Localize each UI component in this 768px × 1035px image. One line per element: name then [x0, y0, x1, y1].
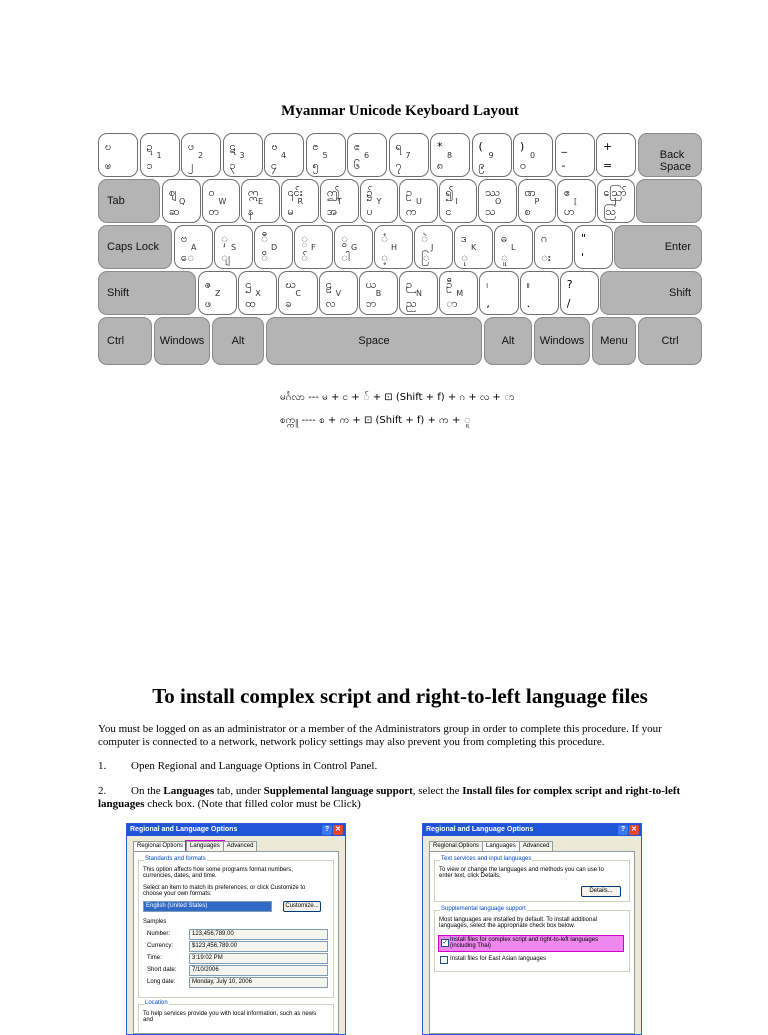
- key-upper-glyph: ၕ: [354, 140, 361, 153]
- key-lower-glyph: အ: [327, 205, 338, 218]
- key-latin-label: 0: [530, 151, 536, 160]
- key-latin-label: Y: [376, 197, 382, 206]
- complex-script-label: Install files for complex script and right-to-left languages (including Thai): [450, 937, 599, 949]
- key-row4-5[interactable]: [399, 271, 438, 315]
- step-2-text-c: tab, under: [214, 785, 264, 797]
- dialog-left-title: Regional and Language Options: [130, 826, 238, 833]
- shift-left-key-label: Shift: [107, 287, 130, 299]
- caps-lock-key-label: Caps Lock: [107, 241, 159, 253]
- key-upper-glyph: ဿ: [485, 186, 501, 199]
- dialog-right-tabs: [429, 841, 552, 851]
- step-2-number: 2.: [98, 785, 107, 797]
- key-row2-11[interactable]: [597, 179, 636, 223]
- sample-value: Monday, July 10, 2006: [189, 977, 328, 988]
- key-upper-glyph: ၊: [486, 278, 489, 291]
- key-latin-label: 8: [447, 151, 453, 160]
- key-lower-glyph: .: [526, 297, 531, 310]
- key-latin-label: J: [431, 243, 434, 252]
- key-lower-glyph: ဆ: [169, 205, 180, 218]
- group-text-services: [434, 856, 630, 902]
- tab-languages[interactable]: Languages: [186, 841, 224, 852]
- sample-label: Long date:: [147, 979, 176, 985]
- key-latin-label: T: [337, 197, 342, 206]
- key-row1-10[interactable]: [513, 133, 553, 177]
- key-row2-6[interactable]: [399, 179, 438, 223]
- ctrl-right-key-label: Ctrl: [661, 335, 679, 347]
- key-upper-glyph: ဃ: [285, 278, 297, 291]
- step-2-install-files: Install files for complex script and right-to-left languages: [98, 785, 681, 810]
- key-upper-glyph: ဌ: [245, 278, 252, 291]
- tab-regional-options[interactable]: Regional Options: [429, 841, 483, 852]
- dialog-left-tabs: [133, 841, 256, 851]
- shift-right-key-label: Shift: [668, 287, 691, 299]
- key-lower-glyph: ေ: [181, 251, 195, 264]
- key-upper-glyph: (: [478, 140, 483, 153]
- standards-instruction: Select an item to match its preferences, or click Customize to choose your own formats:: [143, 885, 306, 897]
- key-latin-label: 1: [156, 151, 162, 160]
- key-lower-glyph: ၑ: [105, 159, 112, 172]
- key-row3-1[interactable]: [214, 225, 253, 269]
- key-row4-1[interactable]: [238, 271, 277, 315]
- sample-value: 123,456,789.00: [189, 929, 328, 940]
- dialog-regional-options: [126, 823, 346, 1035]
- key-row1-6[interactable]: [347, 133, 387, 177]
- key-upper-glyph: ၓ: [271, 140, 278, 153]
- key-latin-label: C: [295, 289, 301, 298]
- key-row3-3[interactable]: [294, 225, 333, 269]
- key-lower-glyph: င: [445, 205, 452, 218]
- key-upper-glyph: ၒ: [188, 140, 195, 153]
- key-latin-label: P: [534, 197, 540, 206]
- key-row2-9[interactable]: [518, 179, 557, 223]
- key-latin-label: L: [511, 243, 516, 252]
- key-row4-0[interactable]: [198, 271, 237, 315]
- key-upper-glyph: ): [520, 140, 525, 153]
- key-lower-glyph: ဟ: [564, 205, 575, 218]
- key-latin-label: Q: [179, 197, 186, 206]
- key-row2-3[interactable]: [281, 179, 320, 223]
- key-lower-glyph: ၇: [395, 159, 402, 172]
- key-lower-glyph: ု: [461, 251, 468, 264]
- shift-left-key[interactable]: [98, 271, 196, 315]
- key-latin-label: K: [471, 243, 477, 252]
- key-lower-glyph: /: [566, 297, 571, 310]
- key-latin-label: 6: [364, 151, 370, 160]
- group-supplemental-title: Supplemental language support: [441, 906, 526, 912]
- key-lower-glyph: ၁: [146, 159, 153, 172]
- key-lower-glyph: ထ: [245, 297, 256, 310]
- key-row3-10[interactable]: [574, 225, 613, 269]
- key-latin-label: G: [351, 243, 358, 252]
- keyboard-title: Myanmar Unicode Keyboard Layout: [281, 103, 519, 119]
- key-latin-label: M: [456, 289, 464, 298]
- windows-left-key[interactable]: [154, 317, 210, 365]
- step-2-languages: Languages: [163, 785, 215, 797]
- key-row1-12[interactable]: [596, 133, 636, 177]
- key-upper-glyph: ။: [526, 278, 530, 291]
- enter-key-label: Enter: [664, 241, 691, 253]
- key-latin-label: R: [297, 197, 304, 206]
- key-upper-glyph: ဏ: [524, 186, 536, 199]
- group-standards-formats: [138, 856, 334, 998]
- backspace-key-label: Back Space: [659, 149, 691, 173]
- key-row2-5[interactable]: [360, 179, 399, 223]
- key-lower-glyph: ာ: [446, 297, 458, 310]
- tab-advanced[interactable]: Advanced: [223, 841, 258, 852]
- key-upper-glyph: ဝ: [208, 186, 215, 199]
- complex-script-checkbox[interactable]: ✓: [442, 940, 448, 946]
- step-2-text-e: , select the: [412, 785, 463, 797]
- key-latin-label: X: [255, 289, 261, 298]
- customize-button[interactable]: Customize...: [283, 901, 321, 912]
- dialog-right-title: Regional and Language Options: [426, 826, 534, 833]
- key-upper-glyph: ၌: [366, 186, 373, 199]
- key-lower-glyph: ူ: [501, 251, 508, 264]
- group-location: [138, 1000, 334, 1035]
- key-upper-glyph: ဦ: [446, 278, 453, 291]
- key-latin-label: O: [495, 197, 502, 206]
- key-lower-glyph: က: [406, 205, 417, 218]
- key-row2-8[interactable]: [478, 179, 517, 223]
- key-upper-glyph: ဎ: [105, 140, 112, 153]
- key-row1-9[interactable]: [472, 133, 512, 177]
- key-row1-8[interactable]: [430, 133, 470, 177]
- key-row2-10[interactable]: [557, 179, 596, 223]
- key-latin-label: 9: [488, 151, 494, 160]
- key-row1-4[interactable]: [264, 133, 304, 177]
- key-upper-glyph: ဧ: [564, 186, 571, 199]
- key-lower-glyph: ျ: [221, 251, 230, 264]
- key-lower-glyph: ြ: [421, 251, 430, 264]
- key-row4-6[interactable]: [439, 271, 478, 315]
- key-row2-1[interactable]: [202, 179, 241, 223]
- key-latin-label: E: [258, 197, 264, 206]
- key-latin-label: H: [391, 243, 398, 252]
- key-latin-label: 7: [405, 151, 411, 160]
- text-services-description: To view or change the languages and methods you can use to enter text, click Details.: [439, 867, 604, 879]
- key-row3-9[interactable]: [534, 225, 573, 269]
- key-lower-glyph: ါ: [341, 251, 350, 264]
- key-upper-glyph: ္: [301, 232, 308, 245]
- key-lower-glyph: ၉: [478, 159, 485, 172]
- key-row3-4[interactable]: [334, 225, 373, 269]
- key-row2-0[interactable]: [162, 179, 201, 223]
- key-upper-glyph: ဲ: [421, 232, 428, 245]
- key-row3-8[interactable]: [494, 225, 533, 269]
- key-upper-glyph: ဂ: [541, 232, 548, 245]
- key-lower-glyph: ၃: [229, 159, 236, 172]
- key-row3-5[interactable]: [374, 225, 413, 269]
- key-upper-glyph: ဓ: [501, 232, 508, 245]
- key-upper-glyph: ွ: [341, 232, 348, 245]
- menu-key-label: Menu: [600, 335, 628, 347]
- key-upper-glyph: +: [603, 140, 613, 153]
- supplemental-description: Most languages are installed by default. To install additional languages, select the appropriate check box below.: [439, 917, 597, 929]
- key-lower-glyph: ': [581, 251, 585, 264]
- details-button[interactable]: Details...: [581, 886, 621, 897]
- key-lower-glyph: ်: [301, 251, 308, 264]
- sample-value: 7/10/2006: [189, 965, 328, 976]
- key-latin-label: W: [218, 197, 227, 206]
- key-lower-glyph: မ: [287, 205, 294, 218]
- key-upper-glyph: ဠ: [325, 278, 332, 291]
- key-row1-1[interactable]: [140, 133, 180, 177]
- key-upper-glyph: ဒ: [461, 232, 467, 245]
- tab-regional-options[interactable]: Regional Options: [133, 841, 187, 852]
- location-description: To help services provide you with local information, such as news and: [143, 1011, 317, 1023]
- key-row4-9[interactable]: [560, 271, 599, 315]
- key-row4-4[interactable]: [359, 271, 398, 315]
- key-lower-glyph: ၄: [271, 159, 278, 172]
- key-latin-label: B: [375, 289, 382, 298]
- windows-left-key-label: Windows: [159, 335, 205, 347]
- key-upper-glyph: ဪ: [603, 186, 627, 199]
- close-icon[interactable]: ✕: [629, 825, 639, 835]
- key-upper-glyph: ဗ: [181, 232, 188, 245]
- key-latin-label: D: [271, 243, 278, 252]
- enter-key[interactable]: [614, 225, 702, 269]
- page-title: To install complex script and right-to-left language files: [152, 684, 648, 708]
- enter-top-key[interactable]: [636, 179, 702, 223]
- key-lower-glyph: ၈: [437, 159, 444, 172]
- shift-right-key[interactable]: [600, 271, 702, 315]
- step-1-number: 1.: [98, 760, 107, 772]
- group-standards-title: Standards and formats: [145, 856, 206, 862]
- tab-key[interactable]: [98, 179, 160, 223]
- key-latin-label: S: [231, 243, 237, 252]
- key-upper-glyph: *: [437, 140, 443, 153]
- key-upper-glyph: _: [561, 140, 567, 153]
- key-lower-glyph: -: [561, 159, 566, 172]
- key-lower-glyph: န: [248, 205, 254, 218]
- key-lower-glyph: ့: [381, 251, 388, 264]
- sample-label: Time:: [147, 955, 162, 961]
- key-lower-glyph: ိ: [261, 251, 268, 264]
- windows-right-key[interactable]: [534, 317, 590, 365]
- key-latin-label: Z: [215, 289, 221, 298]
- key-lower-glyph: ဘ: [365, 297, 377, 310]
- tab-languages[interactable]: Languages: [482, 841, 520, 852]
- formula-setku: စက္ကူ ---- စ + က + ⊡ (Shift + f) + က + ူ: [280, 415, 471, 426]
- key-lower-glyph: ဖ: [205, 297, 212, 310]
- key-lower-glyph: စ: [524, 205, 531, 218]
- key-latin-label: 2: [198, 151, 204, 160]
- east-asian-checkbox[interactable]: [440, 956, 448, 964]
- key-lower-glyph: ၅: [312, 159, 319, 172]
- tab-key-label: Tab: [107, 195, 125, 207]
- key-lower-glyph: ပ: [366, 205, 373, 218]
- key-upper-glyph: ဉ: [406, 278, 413, 291]
- key-upper-glyph: ဇ: [205, 278, 212, 291]
- keyboard-layout: [98, 133, 702, 369]
- step-2-text-a: On the: [131, 785, 164, 797]
- help-icon[interactable]: ?: [618, 825, 628, 835]
- key-latin-label: V: [335, 289, 342, 298]
- key-lower-glyph: ၆: [354, 159, 361, 172]
- step-1: [98, 760, 688, 773]
- key-upper-glyph: ီ: [261, 232, 268, 245]
- key-upper-glyph: ဋ: [229, 140, 236, 153]
- backspace-key[interactable]: [638, 133, 703, 177]
- key-row2-2[interactable]: [241, 179, 280, 223]
- key-upper-glyph: ဤ: [327, 186, 340, 199]
- complex-script-highlight: [438, 935, 624, 952]
- samples-label: Samples: [143, 919, 167, 925]
- key-latin-label: U: [416, 197, 422, 206]
- key-latin-label: A: [191, 243, 197, 252]
- ctrl-left-key[interactable]: [98, 317, 152, 365]
- key-lower-glyph: သ: [485, 205, 496, 218]
- key-row1-3[interactable]: [223, 133, 263, 177]
- alt-right-key-label: Alt: [501, 335, 515, 347]
- close-icon[interactable]: ✕: [333, 825, 343, 835]
- key-lower-glyph: ခ: [285, 297, 292, 310]
- key-lower-glyph: ဩ: [603, 205, 616, 218]
- key-row2-4[interactable]: [320, 179, 359, 223]
- key-upper-glyph: ၍: [445, 186, 454, 199]
- step-2-supplemental: Supplemental language support: [263, 785, 413, 797]
- dialog-left-panel: [133, 851, 339, 1034]
- key-upper-glyph: ယ: [365, 278, 377, 291]
- sample-label: Short date:: [147, 967, 177, 973]
- east-asian-label: Install files for East Asian languages: [450, 956, 547, 962]
- step-2-text-g: check box. (Note that filled color must be Click): [144, 798, 361, 810]
- key-row4-3[interactable]: [319, 271, 358, 315]
- menu-key[interactable]: [592, 317, 636, 365]
- sample-label: Currency:: [147, 943, 174, 949]
- alt-left-key-label: Alt: [231, 335, 245, 347]
- ctrl-right-key[interactable]: [638, 317, 702, 365]
- key-row3-2[interactable]: [254, 225, 293, 269]
- key-row3-0[interactable]: [174, 225, 213, 269]
- dialog-right-panel: [429, 851, 635, 1034]
- key-row1-0[interactable]: [98, 133, 138, 177]
- sample-value: 3:19:02 PM: [189, 953, 328, 964]
- key-latin-label: [: [574, 197, 578, 206]
- key-row1-2[interactable]: [181, 133, 221, 177]
- group-supplemental: [434, 906, 630, 972]
- key-upper-glyph: ဈ: [169, 186, 177, 199]
- key-upper-glyph: ၎င်း: [287, 186, 303, 199]
- key-latin-label: 3: [239, 151, 245, 160]
- key-upper-glyph: ": [581, 232, 587, 245]
- key-row1-11[interactable]: [555, 133, 595, 177]
- key-lower-glyph: ,: [486, 297, 490, 310]
- key-row2-7[interactable]: [439, 179, 478, 223]
- group-location-title: Location: [145, 1000, 168, 1006]
- key-lower-glyph: ည: [406, 297, 417, 310]
- intro-paragraph: You must be logged on as an administrator or a member of the Administrators group in order to complete this procedure. If your computer is connected to a network, network policy settings may also prevent you from completing this procedure.: [98, 723, 662, 748]
- ctrl-left-key-label: Ctrl: [107, 335, 125, 347]
- key-upper-glyph: ?: [566, 278, 573, 291]
- key-lower-glyph: း: [541, 251, 551, 264]
- key-row1-5[interactable]: [306, 133, 346, 177]
- help-icon[interactable]: ?: [322, 825, 332, 835]
- locale-select[interactable]: [143, 901, 272, 912]
- key-upper-glyph: ဥ: [406, 186, 413, 199]
- key-row4-7[interactable]: [479, 271, 518, 315]
- standards-description: This option affects how some programs format numbers, currencies, dates, and time.: [143, 867, 293, 879]
- formula-mingala: မင်္ဂလာ --- မ + င + ် + ⊡ (Shift + f) + ဂ + လ + ာ: [280, 392, 515, 403]
- dialog-right-titlebar: [423, 824, 641, 836]
- key-row4-2[interactable]: [278, 271, 317, 315]
- caps-lock-key[interactable]: [98, 225, 172, 269]
- key-upper-glyph: ှ: [221, 232, 228, 245]
- key-row1-7[interactable]: [389, 133, 429, 177]
- key-lower-glyph: တ: [208, 205, 220, 218]
- dialog-languages: [422, 823, 642, 1035]
- key-lower-glyph: =: [603, 159, 613, 172]
- space-key[interactable]: [266, 317, 482, 365]
- locale-value: English (United States): [146, 903, 208, 909]
- group-text-services-title: Text services and input languages: [441, 856, 532, 862]
- tab-advanced[interactable]: Advanced: [519, 841, 554, 852]
- key-upper-glyph: ံ: [381, 232, 388, 245]
- key-latin-label: F: [311, 243, 316, 252]
- key-upper-glyph: ဍ: [146, 140, 153, 153]
- windows-right-key-label: Windows: [539, 335, 585, 347]
- alt-left-key[interactable]: [212, 317, 264, 365]
- key-latin-label: 4: [281, 151, 287, 160]
- key-latin-label: N: [416, 289, 422, 298]
- key-row3-7[interactable]: [454, 225, 493, 269]
- dialog-left-titlebar: [127, 824, 345, 836]
- key-lower-glyph: ၀: [520, 159, 527, 172]
- key-latin-label: ]: [613, 197, 617, 206]
- key-lower-glyph: လ: [325, 297, 336, 310]
- key-latin-label: I: [455, 197, 458, 206]
- key-lower-glyph: ၂: [188, 159, 194, 172]
- space-key-label: Space: [358, 335, 390, 347]
- key-upper-glyph: ရ: [395, 140, 402, 153]
- sample-label: Number:: [147, 931, 171, 937]
- sample-value: $123,456,789.00: [189, 941, 328, 952]
- alt-right-key[interactable]: [484, 317, 532, 365]
- key-row4-8[interactable]: [520, 271, 559, 315]
- step-2: [98, 785, 688, 811]
- key-row3-6[interactable]: [414, 225, 453, 269]
- step-1-text: Open Regional and Language Options in Control Panel.: [131, 760, 378, 772]
- key-upper-glyph: ၔ: [312, 140, 319, 153]
- key-upper-glyph: ဣ: [248, 186, 259, 199]
- key-latin-label: 5: [322, 151, 328, 160]
